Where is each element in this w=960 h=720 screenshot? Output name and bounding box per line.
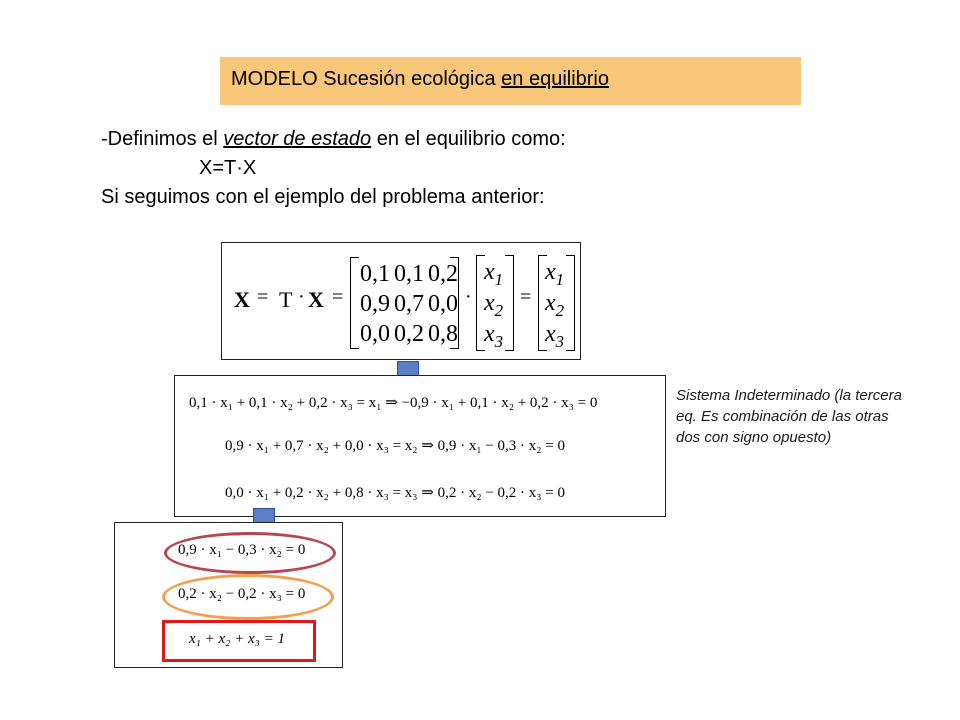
vector-1-x3 bbox=[484, 321, 503, 352]
vector-var: x bbox=[545, 321, 556, 347]
intro-line-1 bbox=[101, 128, 566, 151]
system-panel bbox=[174, 375, 666, 517]
matrix-equals-1: = bbox=[257, 286, 269, 308]
vector-var: x bbox=[545, 290, 556, 316]
system-row-1: 0,1 · x₁ + 0,1 · x₂ + 0,2 · x₃ = x₁ ⇒ −0,9 · x₁ + 0,1 · x₂ + 0,2 · x₃ = 0 bbox=[189, 395, 598, 411]
matrix-cell: 0,8 bbox=[428, 321, 458, 347]
matrix-cell: 0,7 bbox=[394, 291, 424, 317]
matrix-equation-panel bbox=[221, 242, 581, 360]
final-eq-2: 0,2 · x₂ − 0,2 · x₃ = 0 bbox=[178, 586, 306, 602]
matrix-cell: 0,2 bbox=[394, 321, 424, 347]
system-row-3: 0,0 · x₁ + 0,2 · x₂ + 0,8 · x₃ = x₃ ⇒ 0,2 · x₂ − 0,2 · x₃ = 0 bbox=[225, 485, 565, 501]
final-system-panel bbox=[114, 522, 343, 668]
vector-var: x bbox=[484, 259, 495, 285]
matrix-cell: 0,9 bbox=[360, 291, 390, 317]
title-prefix: MODELO Sucesión ecológica bbox=[231, 68, 502, 90]
matrix-cell: 0,2 bbox=[428, 261, 458, 287]
matrix-cell: 0,1 bbox=[394, 261, 424, 287]
title-box bbox=[220, 57, 801, 105]
intro-line-3: Si seguimos con el ejemplo del problema anterior: bbox=[101, 186, 545, 208]
equilibrium-equation: X=T·X bbox=[199, 157, 257, 179]
vector-2-right-bracket bbox=[566, 255, 575, 351]
vector-de-estado-term: vector de estado bbox=[223, 128, 372, 150]
slide-title bbox=[231, 68, 609, 91]
vector-sub: 2 bbox=[494, 300, 504, 320]
matrix-cell: 0,1 bbox=[360, 261, 390, 287]
matrix-left-bracket bbox=[350, 257, 359, 349]
matrix-dot-2: · bbox=[465, 286, 472, 308]
matrix-lhs-x: X bbox=[234, 287, 250, 312]
matrix-cell: 0,0 bbox=[360, 321, 390, 347]
matrix-x: X bbox=[308, 287, 324, 312]
vector-2-x1 bbox=[545, 259, 564, 290]
intro-line-1-prefix: -Definimos el bbox=[101, 128, 224, 150]
vector-var: x bbox=[545, 259, 556, 285]
matrix-cell: 0,0 bbox=[428, 291, 458, 317]
matrix-t: T bbox=[279, 287, 293, 312]
vector-1-right-bracket bbox=[505, 255, 514, 351]
vector-sub: 2 bbox=[555, 300, 565, 320]
system-row-2: 0,9 · x₁ + 0,7 · x₂ + 0,0 · x₃ = x₂ ⇒ 0,9 · x₁ − 0,3 · x₂ = 0 bbox=[225, 438, 565, 454]
vector-sub: 3 bbox=[494, 331, 504, 351]
vector-sub: 3 bbox=[555, 331, 565, 351]
final-eq-1: 0,9 · x₁ − 0,3 · x₂ = 0 bbox=[178, 542, 306, 558]
vector-2-x3 bbox=[545, 321, 564, 352]
matrix-equals-2: = bbox=[332, 286, 344, 308]
matrix-dot-1: · bbox=[298, 286, 305, 308]
final-eq-3: x₁ + x₂ + x₃ = 1 bbox=[189, 631, 285, 647]
vector-2-x2 bbox=[545, 290, 564, 321]
vector-1-x1 bbox=[484, 259, 503, 290]
intro-line-1-suffix: en el equilibrio como: bbox=[371, 128, 566, 150]
matrix-equals-3: = bbox=[520, 286, 532, 308]
vector-1-x2 bbox=[484, 290, 503, 321]
title-underlined: en equilibrio bbox=[501, 68, 609, 90]
vector-sub: 1 bbox=[494, 269, 504, 289]
vector-sub: 1 bbox=[555, 269, 565, 289]
vector-var: x bbox=[484, 321, 495, 347]
system-note: Sistema Indeterminado (la tercera eq. Es combinación de las otras dos con signo opuesto) bbox=[676, 387, 902, 446]
vector-var: x bbox=[484, 290, 495, 316]
